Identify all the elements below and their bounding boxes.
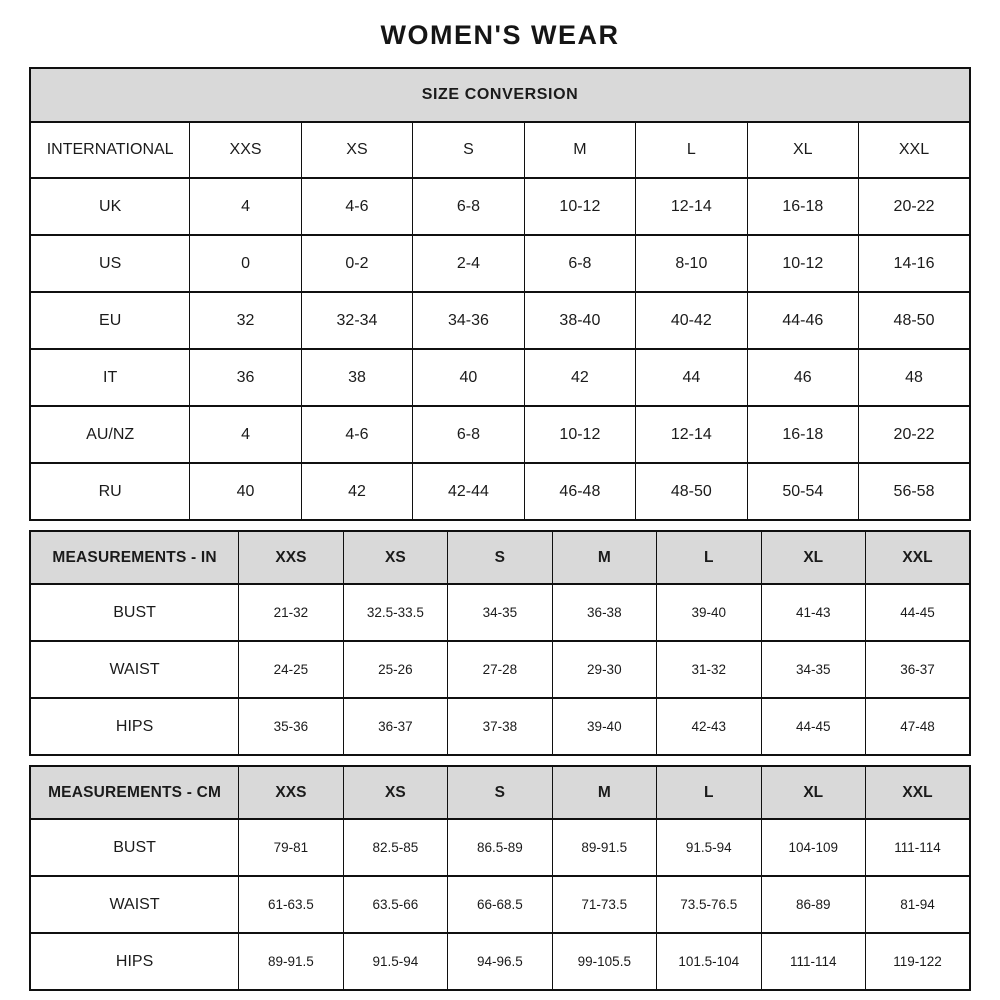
value-cell: 8-10: [636, 235, 747, 292]
header-label: INTERNATIONAL: [30, 122, 190, 178]
row-label: EU: [30, 292, 190, 349]
column-header: XS: [301, 122, 412, 178]
value-cell: 48-50: [859, 292, 970, 349]
value-cell: 73.5-76.5: [657, 876, 761, 933]
row-label: BUST: [30, 819, 239, 876]
value-cell: 46-48: [524, 463, 635, 520]
column-header: XXS: [190, 122, 301, 178]
value-cell: 111-114: [865, 819, 970, 876]
row-label: RU: [30, 463, 190, 520]
table-row: [30, 819, 970, 876]
value-cell: 34-35: [448, 584, 552, 641]
column-header: M: [552, 766, 656, 819]
table-row: [30, 698, 970, 755]
value-cell: 89-91.5: [239, 933, 343, 990]
row-label: AU/NZ: [30, 406, 190, 463]
value-cell: 91.5-94: [657, 819, 761, 876]
value-cell: 21-32: [239, 584, 343, 641]
value-cell: 40: [413, 349, 524, 406]
column-header: L: [636, 122, 747, 178]
row-label: US: [30, 235, 190, 292]
value-cell: 94-96.5: [448, 933, 552, 990]
value-cell: 16-18: [747, 178, 858, 235]
value-cell: 82.5-85: [343, 819, 447, 876]
row-label: WAIST: [30, 876, 239, 933]
value-cell: 32.5-33.5: [343, 584, 447, 641]
column-header: XXL: [859, 122, 970, 178]
row-label: IT: [30, 349, 190, 406]
value-cell: 6-8: [413, 178, 524, 235]
value-cell: 36-37: [343, 698, 447, 755]
value-cell: 38: [301, 349, 412, 406]
column-header: XXS: [239, 766, 343, 819]
column-header: S: [448, 531, 552, 584]
table-row: [30, 463, 970, 520]
value-cell: 27-28: [448, 641, 552, 698]
column-header: L: [657, 531, 761, 584]
value-cell: 34-36: [413, 292, 524, 349]
value-cell: 34-35: [761, 641, 865, 698]
value-cell: 37-38: [448, 698, 552, 755]
value-cell: 25-26: [343, 641, 447, 698]
measurements-cm-table: [29, 765, 971, 991]
column-header: XXL: [865, 531, 970, 584]
value-cell: 36: [190, 349, 301, 406]
value-cell: 111-114: [761, 933, 865, 990]
value-cell: 35-36: [239, 698, 343, 755]
value-cell: 32: [190, 292, 301, 349]
value-cell: 16-18: [747, 406, 858, 463]
column-header: S: [413, 122, 524, 178]
value-cell: 6-8: [413, 406, 524, 463]
row-label: WAIST: [30, 641, 239, 698]
value-cell: 10-12: [524, 406, 635, 463]
value-cell: 36-37: [865, 641, 970, 698]
table-row: [30, 235, 970, 292]
value-cell: 101.5-104: [657, 933, 761, 990]
value-cell: 4-6: [301, 178, 412, 235]
table-header-row: [30, 766, 970, 819]
value-cell: 6-8: [524, 235, 635, 292]
value-cell: 71-73.5: [552, 876, 656, 933]
table-header-row: [30, 531, 970, 584]
column-header: M: [552, 531, 656, 584]
value-cell: 20-22: [859, 406, 970, 463]
value-cell: 12-14: [636, 406, 747, 463]
row-label: BUST: [30, 584, 239, 641]
value-cell: 41-43: [761, 584, 865, 641]
value-cell: 20-22: [859, 178, 970, 235]
table-row: [30, 406, 970, 463]
table-row: [30, 876, 970, 933]
column-header: XS: [343, 766, 447, 819]
value-cell: 104-109: [761, 819, 865, 876]
value-cell: 81-94: [865, 876, 970, 933]
value-cell: 36-38: [552, 584, 656, 641]
row-label: HIPS: [30, 933, 239, 990]
value-cell: 0: [190, 235, 301, 292]
page-title: WOMEN'S WEAR: [380, 20, 620, 50]
value-cell: 39-40: [657, 584, 761, 641]
table-row: [30, 349, 970, 406]
value-cell: 42-44: [413, 463, 524, 520]
column-header: L: [657, 766, 761, 819]
value-cell: 44-45: [865, 584, 970, 641]
table-banner: SIZE CONVERSION: [30, 68, 970, 122]
value-cell: 86.5-89: [448, 819, 552, 876]
value-cell: 42-43: [657, 698, 761, 755]
value-cell: 89-91.5: [552, 819, 656, 876]
size-conversion-table: [29, 67, 971, 521]
value-cell: 14-16: [859, 235, 970, 292]
table-row: [30, 178, 970, 235]
value-cell: 4-6: [301, 406, 412, 463]
value-cell: 91.5-94: [343, 933, 447, 990]
column-header: S: [448, 766, 552, 819]
value-cell: 50-54: [747, 463, 858, 520]
header-label: MEASUREMENTS - CM: [30, 766, 239, 819]
value-cell: 61-63.5: [239, 876, 343, 933]
value-cell: 66-68.5: [448, 876, 552, 933]
value-cell: 48-50: [636, 463, 747, 520]
table-row: [30, 641, 970, 698]
column-header: M: [524, 122, 635, 178]
value-cell: 38-40: [524, 292, 635, 349]
value-cell: 46: [747, 349, 858, 406]
value-cell: 40-42: [636, 292, 747, 349]
value-cell: 42: [301, 463, 412, 520]
value-cell: 47-48: [865, 698, 970, 755]
header-label: MEASUREMENTS - IN: [30, 531, 239, 584]
value-cell: 56-58: [859, 463, 970, 520]
value-cell: 40: [190, 463, 301, 520]
value-cell: 29-30: [552, 641, 656, 698]
value-cell: 10-12: [524, 178, 635, 235]
table-row: [30, 584, 970, 641]
value-cell: 79-81: [239, 819, 343, 876]
value-cell: 86-89: [761, 876, 865, 933]
value-cell: 39-40: [552, 698, 656, 755]
value-cell: 12-14: [636, 178, 747, 235]
row-label: UK: [30, 178, 190, 235]
table-row: [30, 292, 970, 349]
value-cell: 24-25: [239, 641, 343, 698]
column-header: XL: [761, 766, 865, 819]
value-cell: 2-4: [413, 235, 524, 292]
value-cell: 4: [190, 406, 301, 463]
value-cell: 4: [190, 178, 301, 235]
measurements-in-table: [29, 530, 971, 756]
column-header: XXS: [239, 531, 343, 584]
value-cell: 44-46: [747, 292, 858, 349]
value-cell: 32-34: [301, 292, 412, 349]
value-cell: 44-45: [761, 698, 865, 755]
value-cell: 10-12: [747, 235, 858, 292]
column-header: XL: [747, 122, 858, 178]
value-cell: 99-105.5: [552, 933, 656, 990]
column-header: XS: [343, 531, 447, 584]
table-row: [30, 933, 970, 990]
value-cell: 119-122: [865, 933, 970, 990]
column-header: XL: [761, 531, 865, 584]
value-cell: 0-2: [301, 235, 412, 292]
value-cell: 44: [636, 349, 747, 406]
value-cell: 42: [524, 349, 635, 406]
value-cell: 48: [859, 349, 970, 406]
table-header-row: [30, 122, 970, 178]
row-label: HIPS: [30, 698, 239, 755]
value-cell: 31-32: [657, 641, 761, 698]
value-cell: 63.5-66: [343, 876, 447, 933]
column-header: XXL: [865, 766, 970, 819]
table-banner-row: [30, 68, 970, 122]
